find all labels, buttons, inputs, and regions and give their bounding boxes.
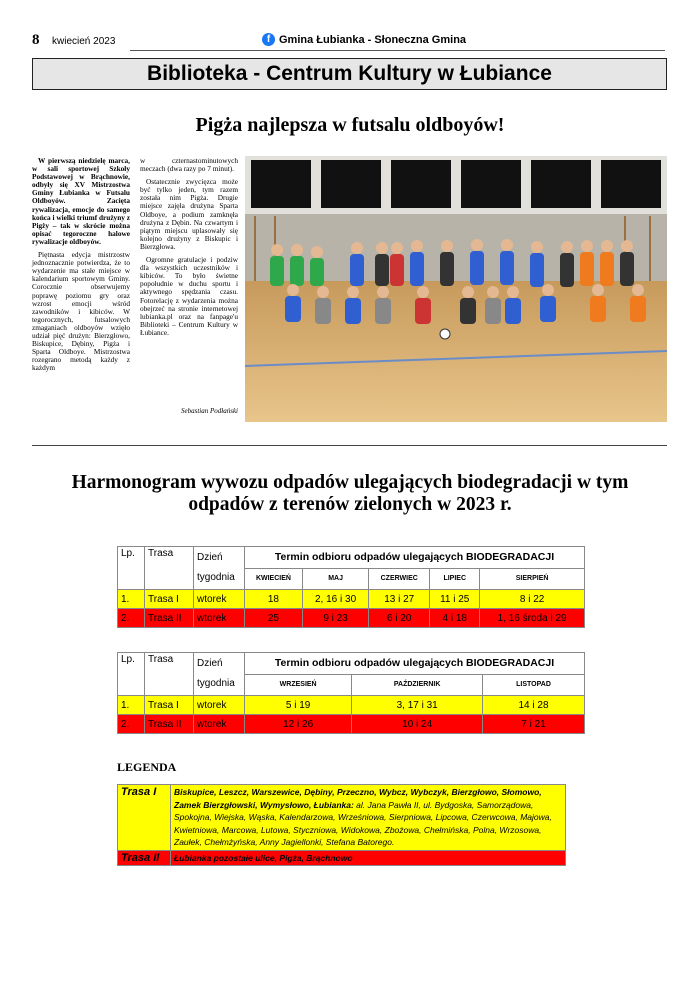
legend-label: Trasa I <box>118 785 171 851</box>
cell-lp: 2. <box>118 609 145 628</box>
table-row <box>118 715 585 734</box>
month-header: CZERWIEC <box>369 568 430 590</box>
article-paragraph: w czternastominutowych meczach (dwa razy po 7 minut). <box>140 156 238 174</box>
cell-date: 5 i 19 <box>245 696 352 715</box>
section-banner: Biblioteka - Centrum Kultury w Łubiance <box>32 58 667 90</box>
month-header: SIERPIEŃ <box>480 568 585 590</box>
cell-date: 11 i 25 <box>430 590 480 609</box>
team-photo <box>245 156 667 422</box>
cell-trasa: Trasa II <box>145 609 194 628</box>
article-author: Sebastian Podłański <box>181 407 238 415</box>
day-label: Dzień <box>197 658 223 669</box>
schedule-table-2 <box>117 652 585 734</box>
cell-day: wtorek <box>194 609 245 628</box>
cell-date: 8 i 22 <box>480 590 585 609</box>
page-number: 8 <box>32 32 40 48</box>
term-header: Termin odbioru odpadów ulegających BIODEGRADACJI <box>245 653 585 675</box>
cell-day: wtorek <box>194 715 245 734</box>
col-header-trasa: Trasa <box>145 653 194 696</box>
facebook-icon: f <box>262 33 275 46</box>
article-title: Pigża najlepsza w futsalu oldboyów! <box>195 114 505 136</box>
day-label-2: tygodnia <box>197 678 235 689</box>
legend-heading: LEGENDA <box>117 760 177 774</box>
cell-date: 13 i 27 <box>369 590 430 609</box>
cell-date: 4 i 18 <box>430 609 480 628</box>
legend-row <box>118 785 566 851</box>
article-paragraph: Piętnasta edycja mistrzostw jednoznacznie potwierdza, że to wydarzenie ma stałe miejsce w kalendarium sportowym Gminy. Corocznie obserwujemy poprawę poziomu gry oraz wzrost emocji wśród zawodników i kibiców. W tegorocznych, futsalowych zmaganiach oldboyów wzięło udział pięć drużyn: Bierzgłowo, Biskupice, Dębiny, Pigża i Sparta Oldboye. Mistrzostwa rozegrano metodą każdy z każdym <box>32 250 130 373</box>
article-column-1 <box>32 157 130 377</box>
table-row <box>118 590 585 609</box>
table-row <box>118 609 585 628</box>
cell-day: wtorek <box>194 696 245 715</box>
brand-label: Gmina Łubianka - Słoneczna Gmina <box>279 33 467 46</box>
cell-date: 3, 17 i 31 <box>352 696 483 715</box>
col-header-lp: Lp. <box>118 547 145 590</box>
cell-trasa: Trasa II <box>145 715 194 734</box>
legend-description: Łubianka pozostałe ulice, Pigża, Brąchnowo <box>171 850 566 866</box>
day-label: Dzień <box>197 552 223 563</box>
month-header: KWIECIEŃ <box>245 568 303 590</box>
day-label-2: tygodnia <box>197 572 235 583</box>
cell-lp: 2. <box>118 715 145 734</box>
article-lead: W pierwszą niedzielę marca, w sali sportowej Szkoły Podstawowej w Brąchnowie, odbyły się XV Mistrzostwa Gminy Łubianka w Futsalu Oldboyów. Zacięta rywalizacja, emocje do samego końca i wielki triumf drużyny z Pigży – tak w skrócie można opisać tegoroczne halowe rywalizacje oldboyów. <box>32 156 130 246</box>
legend-row <box>118 850 566 866</box>
term-header: Termin odbioru odpadów ulegających BIODEGRADACJI <box>245 547 585 569</box>
month-header: PAŹDZIERNIK <box>352 674 483 696</box>
schedule-title: Harmonogram wywozu odpadów ulegających biodegradacji w tym odpadów z terenów zielonych w 2023 r. <box>71 472 629 515</box>
cell-date: 25 <box>245 609 303 628</box>
article-paragraph: Ogromne gratulacje i podziw dla wszystkich uczestników i kibiców. To było świetne popołudnie w duchu sportu i aktywnego spędzania czasu. Fotorelację z wydarzenia można obejrzeć na stronie internetowej lubianka.pl oraz na fanpage'u Biblioteki – Centrum Kultury w Łubiance. <box>140 255 238 337</box>
month-header: MAJ <box>302 568 368 590</box>
header-rule <box>130 50 665 51</box>
month-header: LIPIEC <box>430 568 480 590</box>
cell-lp: 1. <box>118 590 145 609</box>
col-header-trasa: Trasa <box>145 547 194 590</box>
article-column-2 <box>140 157 238 342</box>
cell-day: wtorek <box>194 590 245 609</box>
cell-date: 18 <box>245 590 303 609</box>
issue-date: kwiecień 2023 <box>52 36 116 47</box>
cell-date: 14 i 28 <box>483 696 585 715</box>
cell-trasa: Trasa I <box>145 590 194 609</box>
cell-lp: 1. <box>118 696 145 715</box>
cell-date: 7 i 21 <box>483 715 585 734</box>
col-header-lp: Lp. <box>118 653 145 696</box>
cell-date: 9 i 23 <box>302 609 368 628</box>
brand-link[interactable] <box>262 33 466 46</box>
cell-date: 2, 16 i 30 <box>302 590 368 609</box>
cell-date: 10 i 24 <box>352 715 483 734</box>
month-header: WRZESIEŃ <box>245 674 352 696</box>
col-header-day <box>194 547 245 590</box>
schedule-table-1 <box>117 546 585 628</box>
table-row <box>118 696 585 715</box>
cell-date: 1, 16 środa i 29 <box>480 609 585 628</box>
article-paragraph: Ostatecznie zwycięzca może być tylko jeden, tym razem została nim Pigża. Drugie miejsce zajęła drużyna Sparta Oldboye, a podium zamknęła drużyna z Dębin. Na czwartym i piątym miejscu uplasowały się kolejno drużyny z Biskupic i Bierzgłowa. <box>140 177 238 251</box>
col-header-day <box>194 653 245 696</box>
section-divider <box>32 445 667 446</box>
cell-date: 12 i 26 <box>245 715 352 734</box>
legend-label: Trasa II <box>118 850 171 866</box>
cell-date: 6 i 20 <box>369 609 430 628</box>
legend-description <box>171 785 566 851</box>
month-header: LISTOPAD <box>483 674 585 696</box>
cell-trasa: Trasa I <box>145 696 194 715</box>
legend-localities: Biskupice, Leszcz, Warszewice, Dębiny, Przeczno, Wybcz, Wybczyk, Bierzgłowo, Słomowo, Zamek Bierzgłowski, Wymysłowo, Łubianka: <box>174 787 542 810</box>
legend-table <box>117 784 566 866</box>
legend-streets: al. Jana Pawła II, ul. Bydgoska, Samorządowa, Spokojna, Wiejska, Wąska, Kalendarzowa, Wrześniowa, Sierpniowa, Lipcowa, Czerwcowa, Majowa, Kwietniowa, Marcowa, Lutowa, Styczniowa, Widokowa, Zbożowa, Chełmińska, Polna, Wrzosowa, Zaułek, Chełmżyńska, Anny Jagiellonki, Stefana Batorego. <box>174 799 552 847</box>
